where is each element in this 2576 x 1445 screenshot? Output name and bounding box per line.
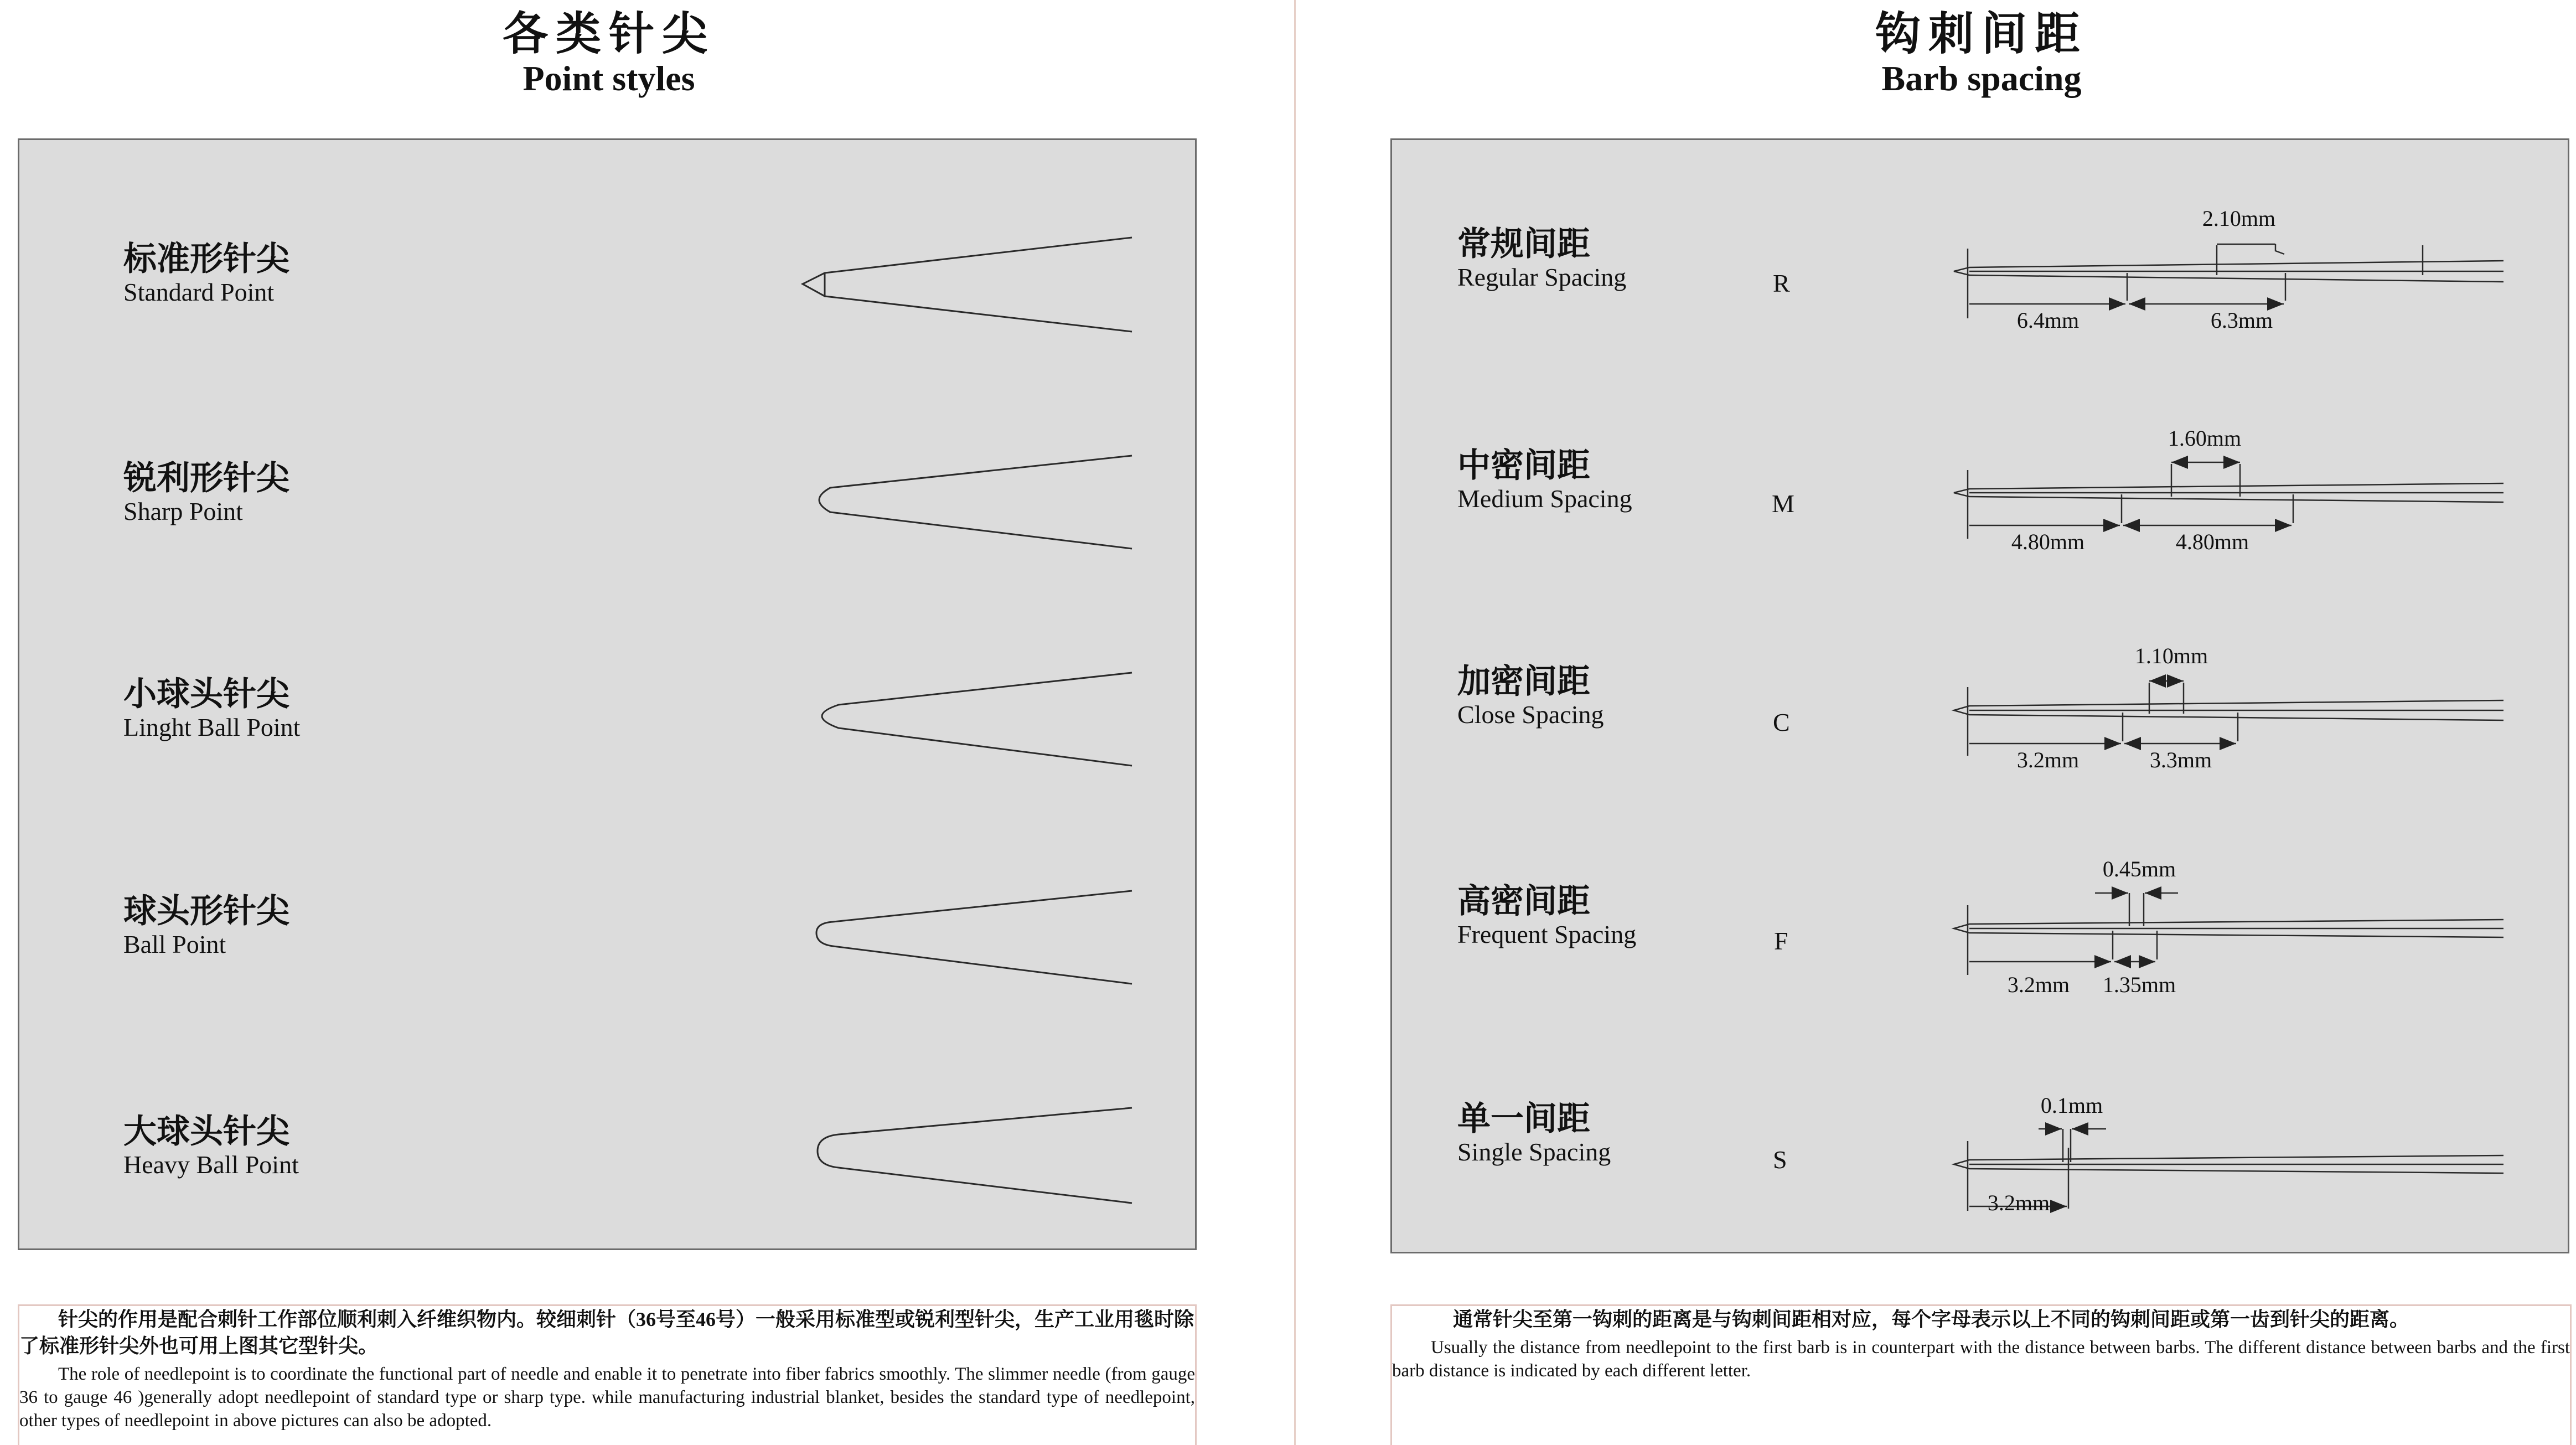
close-spacing-drawing: [1954, 681, 2503, 756]
point-styles-note: [18, 1304, 1197, 1445]
barb-dim-left-single: 3.2mm: [1987, 1190, 2050, 1215]
frequent-spacing-drawing: [1954, 893, 2503, 975]
barb-dim-top-medium: 1.60mm: [2168, 426, 2242, 451]
point-label-light-ball: 小球头针尖 Linght Ball Point: [123, 676, 301, 742]
barb-spacing-note: [1390, 1304, 2572, 1445]
point-label-standard: 标准形针尖 Standard Point: [123, 241, 289, 307]
point-styles-note-en: The role of needlepoint is to coordinate the functional part of needle and enable it to penetrate into fiber fabrics smoothly. The slimmer needle (from gauge 36 to gauge 46 )generally adopt needlepoint of standard type or sharp type. while manufacturing industrial blanket, besides the standard type of needlepoint, other types of needlepoint in above pictures can also be adopted.: [19, 1364, 1195, 1431]
barb-dim-right-medium: 4.80mm: [2175, 529, 2249, 554]
barb-code-single: S: [1773, 1145, 1787, 1174]
barb-dim-top-frequent: 0.45mm: [2102, 856, 2176, 881]
point-label-sharp: 锐利形针尖 Sharp Point: [123, 460, 289, 526]
barb-dim-left-medium: 4.80mm: [2011, 529, 2085, 554]
barb-label-frequent: 高密间距 Frequent Spacing: [1457, 883, 1637, 949]
barb-dim-top-close: 1.10mm: [2134, 643, 2208, 668]
barb-spacing-note-en: Usually the distance from needlepoint to the first barb is in counterpart with the distance between barbs. The different distance between barbs and the first barb distance is indicated by each different letter.: [1392, 1338, 2570, 1381]
sharp-point-drawing: [819, 456, 1132, 549]
barb-spacing-title-zh: 钩刺间距: [1875, 9, 2088, 59]
barb-dim-right-close: 3.3mm: [2149, 747, 2212, 772]
barb-label-close: 加密间距 Close Spacing: [1457, 663, 1604, 729]
point-label-heavy-ball: 大球头针尖 Heavy Ball Point: [123, 1113, 299, 1179]
point-styles-heading: [387, 10, 830, 99]
barb-spacing-title-en: Barb spacing: [1881, 59, 2082, 98]
barb-spacing-panel: [1390, 138, 2569, 1253]
light-ball-point-drawing: [822, 673, 1132, 766]
barb-code-regular: R: [1773, 269, 1790, 297]
page-divider: [1294, 0, 1296, 1445]
medium-spacing-drawing: [1954, 462, 2503, 539]
barb-spacing-note-zh: 通常针尖至第一钩刺的距离是与钩刺间距相对应，每个字母表示以上不同的钩刺间距或第一齿到针尖的距离。: [1453, 1308, 2410, 1330]
barb-dim-left-regular: 6.4mm: [2016, 308, 2080, 333]
barb-dim-top-single: 0.1mm: [2040, 1093, 2103, 1118]
ball-point-drawing: [816, 891, 1132, 984]
barb-dim-right-frequent: 1.35mm: [2102, 972, 2176, 997]
point-styles-panel: [18, 138, 1197, 1250]
barb-dim-top-regular: 2.10mm: [2202, 206, 2276, 231]
barb-label-single: 单一间距 Single Spacing: [1457, 1101, 1611, 1167]
point-label-ball: 球头形针尖 Ball Point: [123, 893, 289, 959]
standard-point-drawing: [803, 238, 1132, 332]
barb-spacing-heading: [1760, 10, 2203, 99]
barb-code-close: C: [1773, 708, 1790, 736]
barb-label-medium: 中密间距 Medium Spacing: [1457, 447, 1632, 513]
barb-dim-left-frequent: 3.2mm: [2007, 972, 2070, 997]
barb-label-regular: 常规间距 Regular Spacing: [1457, 226, 1627, 292]
barb-code-frequent: F: [1774, 927, 1788, 955]
point-styles-note-zh: 针尖的作用是配合刺针工作部位顺利刺入纤维织物内。较细刺针（36号至46号）一般采用标准型或锐利型针尖，生产工业用毯时除了标准形针尖外也可用上图其它型针尖。: [19, 1308, 1194, 1357]
barb-dim-left-close: 3.2mm: [2016, 747, 2080, 772]
point-styles-title-zh: 各类针尖: [502, 9, 715, 59]
heavy-ball-point-drawing: [818, 1108, 1132, 1203]
barb-dim-right-regular: 6.3mm: [2210, 308, 2273, 333]
barb-code-medium: M: [1772, 489, 1794, 518]
point-styles-title-en: Point styles: [523, 59, 695, 98]
